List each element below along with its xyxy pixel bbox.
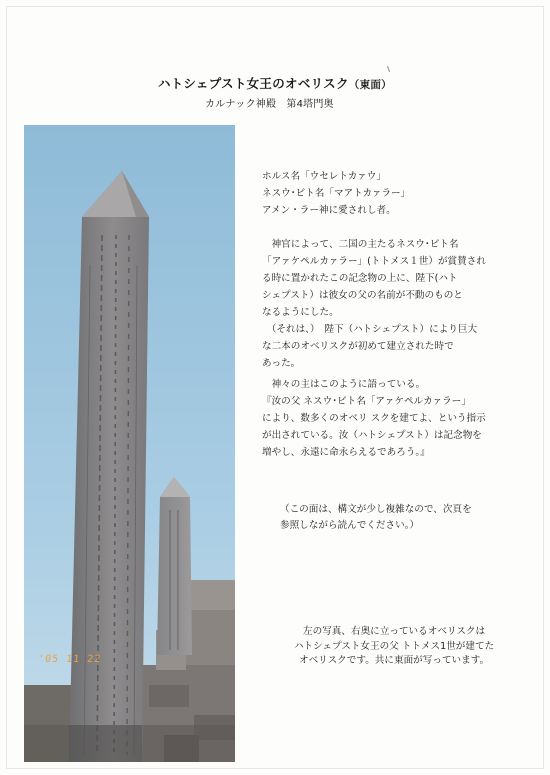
- inscription-paragraph-1: [262, 236, 486, 372]
- reading-note: [280, 502, 472, 534]
- paragraph-line: あった。: [262, 358, 301, 369]
- paragraph-line: 「アァケペルカァラー」(トトメス１世）が賞賛され: [262, 256, 486, 267]
- paragraph-line: により、数多くのオベリ スクを建てよ、という指示: [262, 413, 486, 424]
- paragraph-line: なるようにした。: [262, 307, 339, 318]
- paragraph-line: 神官によって、二国の主たるネスウ･ビト名: [262, 239, 459, 250]
- nesu-bity-name-line: ネスウ･ビト名「マアトカァラー」: [262, 188, 411, 199]
- inscription-paragraph-2: [262, 376, 486, 461]
- paragraph-line: が出されている。汝（ハトシェプスト）は記念物を: [262, 430, 482, 441]
- paragraph-line: な二本のオベリスクが初めて建立された時で: [262, 341, 454, 352]
- paragraph-line: （それは、） 陛下（ハトシェプスト）により巨大: [262, 324, 478, 335]
- obelisk-photo: [24, 125, 235, 762]
- page-title: [0, 74, 550, 92]
- title-suffix: （東面）: [348, 79, 392, 91]
- paragraph-line: 『汝の父 ネスウ･ビト名「アァケペルカァラー」: [262, 396, 471, 407]
- caption-line: オベリスクです。共に東面が写っています。: [299, 655, 490, 666]
- caption-line: 左の写真、右奥に立っているオベリスクは: [303, 626, 486, 637]
- paragraph-line: 増やし、永遠に命永らえるであろう。』: [262, 447, 430, 458]
- paragraph-line: 神々の主はこのように語っている。: [262, 379, 426, 390]
- note-line: 参照しながら読んでください。）: [280, 520, 420, 531]
- royal-names: [262, 168, 410, 219]
- paragraph-line: る時に置かれたこの記念物の上に、陛下(ハト: [262, 273, 458, 284]
- photo-date-stamp: '05 11 22: [37, 654, 102, 665]
- photo-caption: [294, 625, 494, 669]
- beloved-of-amun-line: アメン・ラー神に愛されし者。: [262, 205, 396, 216]
- paragraph-line: シェプスト）は彼女の父の名前が不動のものと: [262, 290, 463, 301]
- horus-name-line: ホルス名「ウセレトカァウ」: [262, 171, 386, 182]
- note-line: （この面は、構文が少し複雑なので、次頁を: [280, 504, 472, 515]
- title-text: ハトシェプスト女王のオベリスク: [158, 76, 349, 91]
- page-subtitle: カルナック神殿 第4塔門奥: [205, 99, 334, 110]
- caption-line: ハトシェプスト女王の父 トトメス1世が建てた: [294, 640, 495, 652]
